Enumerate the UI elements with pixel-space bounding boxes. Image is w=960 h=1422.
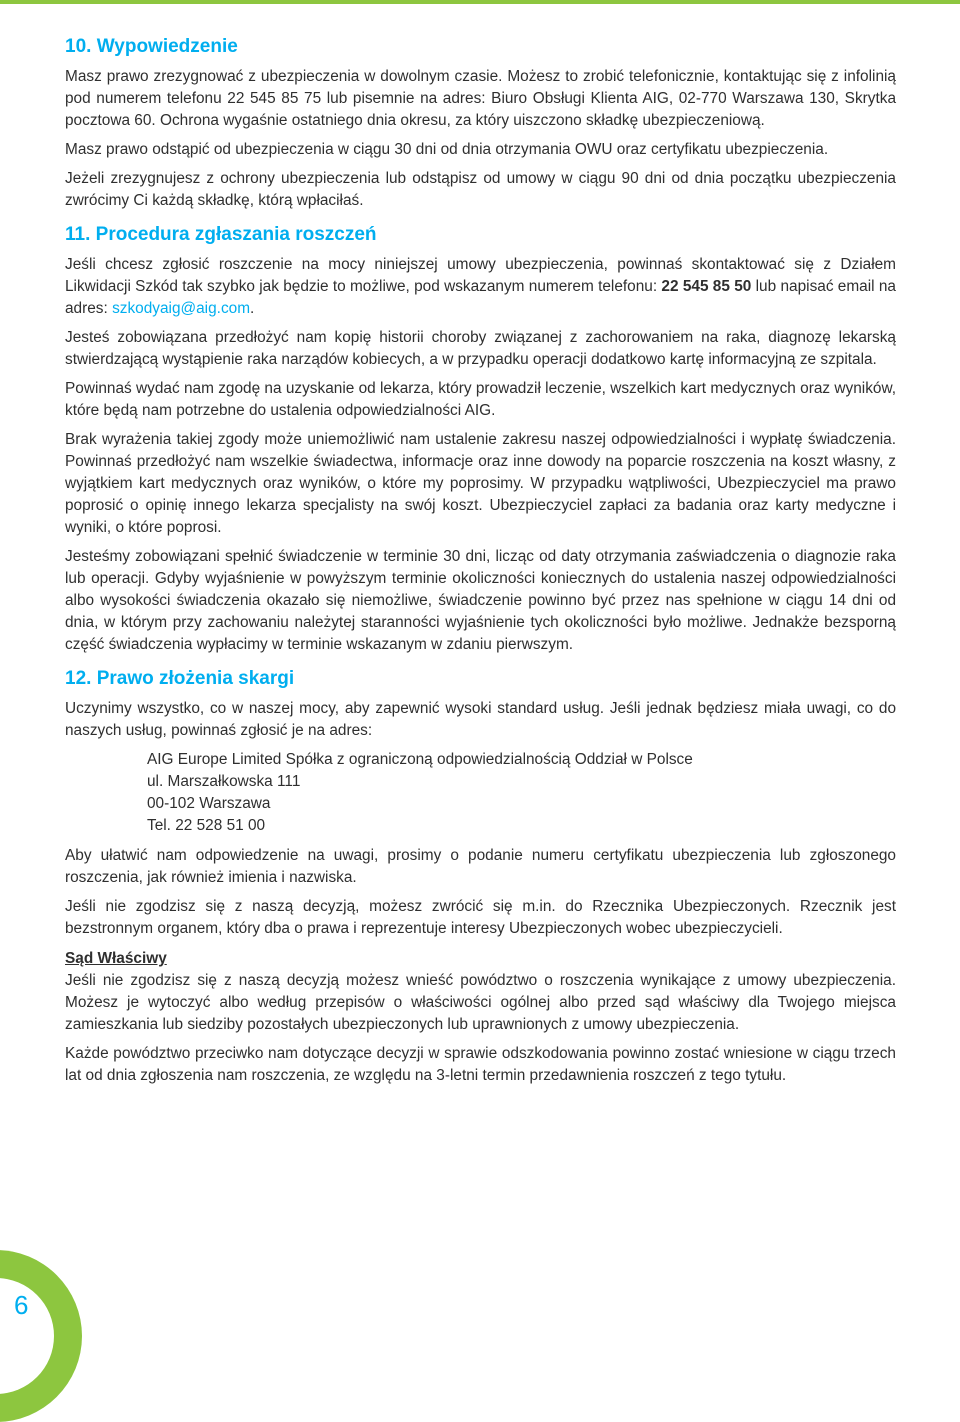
text: Jeśli chcesz zgłosić roszczenie na mocy niniejszej umowy ubezpieczenia, powinnaś skontaktować się z Działem Likwidacji Szkód tak szybko jak będzie to możliwe, pod wskazanym numerem telefonu: bbox=[65, 256, 896, 295]
paragraph: Jeśli nie zgodzisz się z naszą decyzją, możesz zwrócić się m.in. do Rzecznika Ubezpieczonych. Rzecznik jest bezstronnym organem, który dba o prawa i reprezentuje interesy Ubezpieczonych wobec ubezpieczycieli. bbox=[65, 898, 896, 937]
page-number: 6 bbox=[14, 1290, 29, 1320]
paragraph: Aby ułatwić nam odpowiedzenie na uwagi, prosimy o podanie numeru certyfikatu ubezpieczenia lub zgłoszonego roszczenia, jak również imienia i nazwiska. bbox=[65, 847, 896, 886]
text: lub napisać email na adres: bbox=[65, 278, 896, 317]
address-phone: Tel. 22 528 51 00 bbox=[147, 817, 266, 834]
section-heading-claims: 11. Procedura zgłaszania roszczeń bbox=[65, 224, 377, 245]
paragraph: Jesteśmy zobowiązani spełnić świadczenie w terminie 30 dni, licząc od daty otrzymania zaświadczenia o diagnozie raka lub operacji. Gdyby wyjaśnienie w powyższym terminie okoliczności koniecznych do ustalenia naszej odpowiedzialności albo wysokości świadczenia okazało się niemożliwe, świadczenie powinno być przez nas spełnione w ciągu 14 dni od dnia, w którym przy zachowaniu należytej staranności wyjaśnienie tych okoliczności było możliwe. Jednakże bezsporną część świadczenia wypłacimy w terminie wskazanym w zdaniu pierwszym. bbox=[65, 548, 896, 653]
text: . bbox=[250, 300, 255, 317]
section-complaints bbox=[65, 666, 896, 1087]
address-line: ul. Marszałkowska 111 bbox=[147, 773, 301, 790]
claims-email-link[interactable]: szkodyaig@aig.com bbox=[112, 300, 251, 317]
section-heading-complaints: 12. Prawo złożenia skargi bbox=[65, 668, 295, 689]
section-termination bbox=[65, 34, 896, 212]
complaints-address bbox=[147, 749, 896, 837]
paragraph: Masz prawo odstąpić od ubezpieczenia w ciągu 30 dni od dnia otrzymania OWU oraz certyfikatu ubezpieczenia. bbox=[65, 141, 829, 158]
paragraph: Uczynimy wszystko, co w naszej mocy, aby zapewnić wysoki standard usług. Jeśli jednak będziesz miała uwagi, co do naszych usług, powinnaś zgłosić je na adres: bbox=[65, 700, 896, 739]
paragraph: Jeśli nie zgodzisz się z naszą decyzją możesz wnieść powództwo o roszczenia wynikające z umowy ubezpieczenia. Możesz je wytoczyć albo według przepisów o właściwości ogólnej albo przed sąd właściwy dla Twojego miejsca zamieszkania lub siedziby pozostałych ubezpieczonych lub uprawnionych z umowy ubezpieczenia. bbox=[65, 972, 896, 1033]
address-line: AIG Europe Limited Spółka z ograniczoną odpowiedzialnością Oddział w Polsce bbox=[147, 751, 693, 768]
paragraph: Powinnaś wydać nam zgodę na uzyskanie od lekarza, który prowadził leczenie, wszelkich kart medycznych oraz wyników, które będą nam potrzebne do ustalenia odpowiedzialności AIG. bbox=[65, 380, 896, 419]
paragraph: Brak wyrażenia takiej zgody może uniemożliwić nam ustalenie zakresu naszej odpowiedzialności i wypłatę świadczenia. Powinnaś przedłożyć nam wszelkie świadectwa, informacje oraz inne dowody na poparcie roszczenia na koszt własny, z wyjątkiem kart medycznych oraz wyników, o które my poprosimy. W przypadku wątpliwości, Ubezpieczyciel ma prawo poprosić o opinię innego lekarza specjalisty na swój koszt. Ubezpieczyciel zapłaci za badania oraz karty medyczne i wyniki, o które poprosi. bbox=[65, 431, 896, 536]
paragraph: Jesteś zobowiązana przedłożyć nam kopię historii choroby związanej z zachorowaniem na raka, diagnozę lekarską stwierdzającą wystąpienie raka narządów kobiecych, a w przypadku operacji dodatkowo kartę informacyjną ze szpitala. bbox=[65, 329, 896, 368]
section-heading-termination: 10. Wypowiedzenie bbox=[65, 36, 238, 57]
paragraph: Jeżeli zrezygnujesz z ochrony ubezpieczenia lub odstąpisz od umowy w ciągu 90 dni od dnia początku ubezpieczenia zwrócimy Ci każdą składkę, którą wpłaciłaś. bbox=[65, 170, 896, 209]
page-content bbox=[65, 34, 896, 1094]
address-line: 00-102 Warszawa bbox=[147, 795, 271, 812]
claims-phone-number: 22 545 85 50 bbox=[661, 278, 752, 295]
section-claims-procedure bbox=[65, 222, 896, 656]
subheading-competent-court: Sąd Właściwy bbox=[65, 950, 167, 967]
top-accent-bar bbox=[0, 0, 960, 4]
paragraph-claims-contact bbox=[65, 254, 896, 320]
paragraph: Masz prawo zrezygnować z ubezpieczenia w dowolnym czasie. Możesz to zrobić telefonicznie, kontaktując się z infolinią pod numerem telefonu 22 545 85 75 lub pisemnie na adres: Biuro Obsługi Klienta AIG, 02-770 Warszawa 130, Skrytka pocztowa 60. Ochrona wygaśnie ostatniego dnia okresu, za który uiszczono składkę ubezpieczeniową. bbox=[65, 68, 896, 129]
paragraph: Każde powództwo przeciwko nam dotyczące decyzji w sprawie odszkodowania powinno zostać wniesione w ciągu trzech lat od dnia zgłoszenia nam roszczenia, ze względu na 3-letni termin przedawnienia roszczeń z tego tytułu. bbox=[65, 1045, 896, 1084]
